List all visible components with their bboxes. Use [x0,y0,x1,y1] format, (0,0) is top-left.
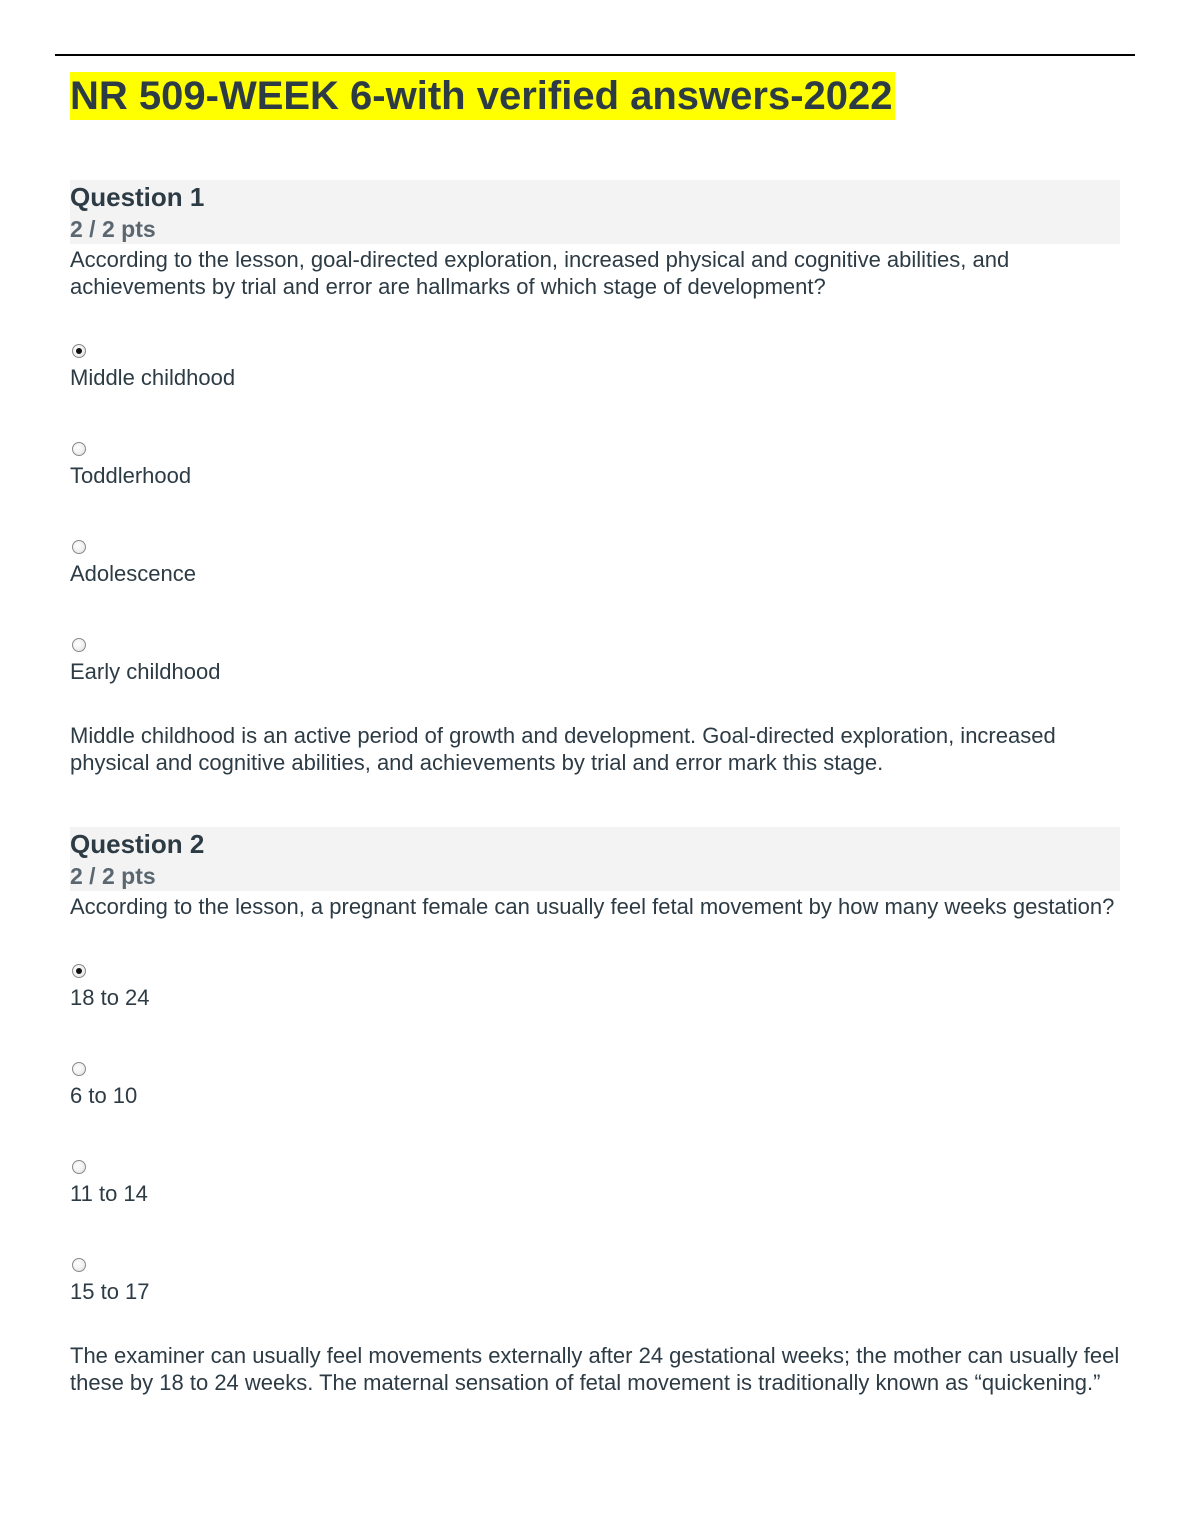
answer-list [70,964,1120,1320]
answer-label: Toddlerhood [70,463,192,488]
radio-unselected-icon[interactable] [72,442,86,456]
radio-unselected-icon[interactable] [72,1258,86,1272]
answer-option[interactable] [70,638,1120,700]
document-title: NR 509-WEEK 6-with verified answers-2022 [70,74,893,118]
answer-label: Early childhood [70,659,221,684]
answer-label: Middle childhood [70,365,236,390]
answer-option[interactable] [70,442,1120,540]
answer-label: 11 to 14 [70,1181,148,1206]
answer-label: 18 to 24 [70,985,150,1010]
top-rule [55,54,1135,56]
radio-unselected-icon[interactable] [72,638,86,652]
answer-option[interactable] [70,1062,1120,1160]
radio-selected-icon[interactable] [72,964,86,978]
question-points: 2 / 2 pts [70,863,156,889]
radio-unselected-icon[interactable] [72,1062,86,1076]
answer-label: 15 to 17 [70,1279,150,1304]
answer-option[interactable] [70,1160,1120,1258]
answer-label: Adolescence [70,561,196,586]
answer-explanation: Middle childhood is an active period of growth and development. Goal-directed exploration, increased physical and cognitive abilities, and achievements by trial and error mark this stage. [70,723,1056,775]
question-title: Question 1 [70,182,205,212]
question-text: According to the lesson, a pregnant female can usually feel fetal movement by how many weeks gestation? [70,894,1115,919]
question-header [70,827,1120,891]
radio-unselected-icon[interactable] [72,540,86,554]
radio-unselected-icon[interactable] [72,1160,86,1174]
answer-option[interactable] [70,1258,1120,1320]
answer-option[interactable] [70,344,1120,442]
question-points: 2 / 2 pts [70,216,156,242]
answer-option[interactable] [70,540,1120,638]
answer-explanation: The examiner can usually feel movements externally after 24 gestational weeks; the mother can usually feel these by 18 to 24 weeks. The maternal sensation of fetal movement is traditionally known as “quickening.” [70,1343,1120,1395]
answer-option[interactable] [70,964,1120,1062]
answer-list [70,344,1120,700]
question-2 [70,827,1120,1396]
question-header [70,180,1120,244]
question-1 [70,180,1120,776]
answer-label: 6 to 10 [70,1083,138,1108]
radio-selected-icon[interactable] [72,344,86,358]
question-text: According to the lesson, goal-directed exploration, increased physical and cognitive abilities, and achievements by trial and error are hallmarks of which stage of development? [70,247,1010,299]
question-title: Question 2 [70,829,205,859]
